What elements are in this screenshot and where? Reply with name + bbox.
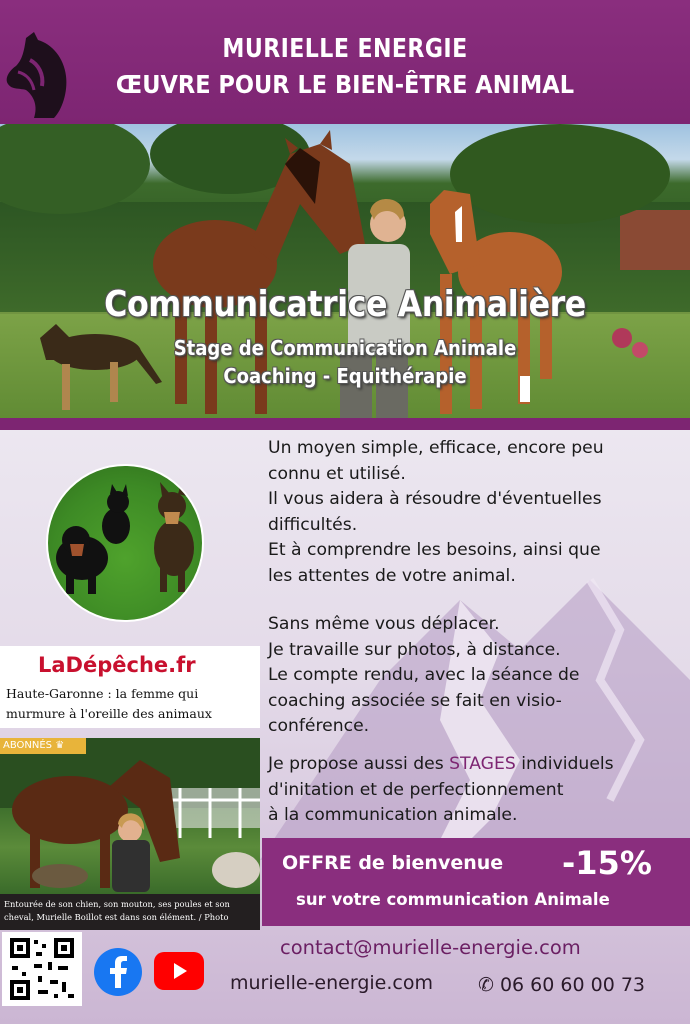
distance-paragraph <box>268 612 678 740</box>
welcome-offer <box>262 838 690 926</box>
intro-line: Il vous aidera à résoudre d'éventuelles <box>268 489 602 509</box>
stages-highlight: STAGES <box>449 754 516 774</box>
header-banner <box>0 0 690 124</box>
qr-code-graphic <box>2 932 82 1006</box>
phone-text: 06 60 60 00 73 <box>499 974 646 996</box>
intro-line: les attentes de votre animal. <box>268 565 516 586</box>
stages-line: d'initation et de perfectionnement <box>268 779 564 800</box>
press-photo <box>0 738 260 894</box>
offer-line-2: sur votre communication Animale <box>296 890 610 909</box>
hero-line-2: Coaching - Equithérapie <box>223 364 467 388</box>
stages-line: à la communication animale. <box>268 805 518 825</box>
caption-line-2: cheval, Murielle Boillot est dans son élément. / Photo <box>4 912 229 922</box>
press-headline-1: Haute-Garonne : la femme qui <box>6 686 199 701</box>
stages-line <box>268 752 678 778</box>
divider <box>0 418 690 430</box>
press-illustration <box>0 738 260 894</box>
distance-line: conférence. <box>268 716 370 736</box>
hero-photo <box>0 124 690 420</box>
intro-line: Un moyen simple, efficace, encore peu <box>268 438 604 458</box>
distance-line: Je travaille sur photos, à distance. <box>268 639 561 660</box>
hero-line-1: Stage de Communication Animale <box>173 336 517 360</box>
dogs-illustration <box>48 466 202 620</box>
qr-code-icon[interactable] <box>2 932 82 1006</box>
facebook-glyph <box>94 948 142 996</box>
youtube-glyph <box>154 952 204 990</box>
offer-line-1: OFFRE de bienvenue <box>282 852 504 874</box>
intro-paragraph <box>268 436 678 589</box>
distance-line: coaching associée se fait en visio- <box>268 690 562 711</box>
caption-line-1: Entourée de son chien, son mouton, ses poules et son <box>4 899 230 909</box>
hero-title: Communicatrice Animalière <box>104 284 586 325</box>
press-caption <box>0 894 260 930</box>
press-headline-2: murmure à l'oreille des animaux <box>6 706 212 721</box>
distance-line: Sans même vous déplacer. <box>268 614 500 634</box>
stages-paragraph <box>268 752 678 829</box>
subscriber-badge <box>0 738 86 754</box>
stages-prefix: Je propose aussi des <box>268 754 450 774</box>
offer-percent: -15% <box>562 844 652 882</box>
intro-line: Et à comprendre les besoins, ainsi que <box>268 540 601 560</box>
header-title: MURIELLE ENERGIE <box>222 34 468 64</box>
website-link[interactable]: murielle-energie.com <box>230 972 433 994</box>
phone-number[interactable] <box>478 974 645 996</box>
distance-line: Le compte rendu, avec la séance de <box>268 665 580 685</box>
crown-icon: ♛ <box>55 740 65 751</box>
contact-email[interactable]: contact@murielle-energie.com <box>280 936 581 959</box>
subscriber-badge-label: ABONNÉS <box>3 740 53 751</box>
stages-suffix: individuels <box>515 754 614 774</box>
header-subtitle: ŒUVRE POUR LE BIEN-ÊTRE ANIMAL <box>115 70 575 99</box>
intro-line: connu et utilisé. <box>268 463 406 484</box>
dogs-photo <box>46 464 204 622</box>
youtube-icon[interactable] <box>154 952 204 990</box>
press-article <box>0 646 260 728</box>
phone-icon: ✆ <box>478 974 494 996</box>
intro-line: difficultés. <box>268 514 358 535</box>
press-logo: LaDépêche.fr <box>38 653 196 677</box>
facebook-icon[interactable] <box>94 948 142 996</box>
